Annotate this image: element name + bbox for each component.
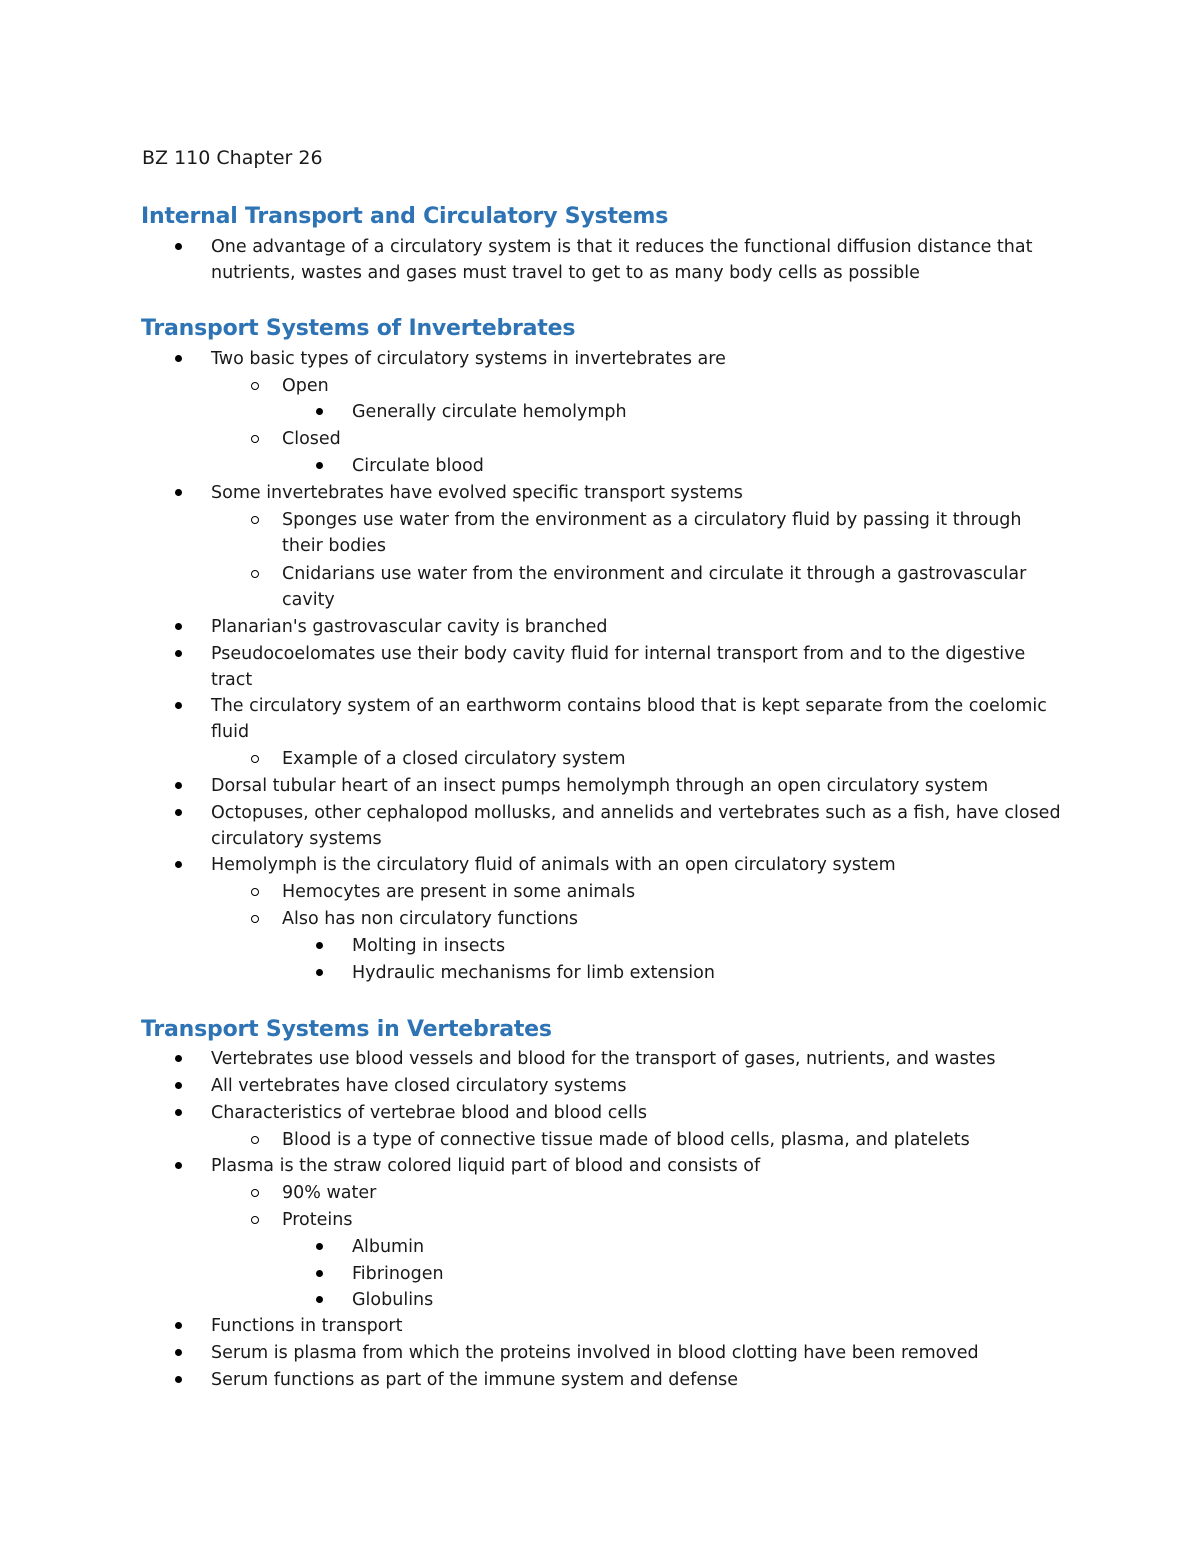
list-item: Some invertebrates have evolved specific transport systems: [211, 483, 743, 503]
bullet-icon: [175, 1048, 182, 1062]
bullet-icon: [175, 1315, 182, 1329]
list-item-continuation: tract: [211, 670, 253, 690]
circle-bullet-icon: [251, 881, 259, 896]
list-item: Molting in insects: [352, 936, 506, 956]
list-item: Hemolymph is the circulatory fluid of animals with an open circulatory system: [211, 855, 896, 875]
list-item: Octopuses, other cephalopod mollusks, and annelids and vertebrates such as a fish, have closed: [211, 803, 1061, 823]
list-item: Dorsal tubular heart of an insect pumps hemolymph through an open circulatory system: [211, 776, 989, 796]
circle-bullet-icon: [251, 375, 259, 390]
bullet-icon: [175, 1369, 182, 1383]
list-item: Pseudocoelomates use their body cavity fluid for internal transport from and to the digestive: [211, 644, 1026, 664]
list-item: 90% water: [282, 1183, 377, 1203]
list-item-continuation: their bodies: [282, 536, 387, 556]
list-item: Two basic types of circulatory systems in invertebrates are: [211, 349, 726, 369]
list-item: The circulatory system of an earthworm contains blood that is kept separate from the coelomic: [211, 696, 1047, 716]
list-item: Hemocytes are present in some animals: [282, 882, 636, 902]
list-item: Serum is plasma from which the proteins involved in blood clotting have been removed: [211, 1343, 979, 1363]
list-item: Planarian's gastrovascular cavity is branched: [211, 617, 608, 637]
list-item: Open: [282, 376, 329, 396]
bullet-icon: [175, 1155, 182, 1169]
list-item: Globulins: [352, 1290, 434, 1310]
list-item: Functions in transport: [211, 1316, 403, 1336]
bullet-icon: [175, 1102, 182, 1116]
bullet-icon: [175, 1075, 182, 1089]
bullet-icon: [175, 802, 182, 816]
list-item: Closed: [282, 429, 341, 449]
circle-bullet-icon: [251, 1182, 259, 1197]
circle-bullet-icon: [251, 1129, 259, 1144]
list-item-continuation: nutrients, wastes and gases must travel to get to as many body cells as possible: [211, 263, 920, 283]
section-heading-invertebrates: Transport Systems of Invertebrates: [141, 316, 576, 341]
list-item: One advantage of a circulatory system is that it reduces the functional diffusion distance that: [211, 237, 1033, 257]
list-item: All vertebrates have closed circulatory systems: [211, 1076, 627, 1096]
list-item: Fibrinogen: [352, 1264, 444, 1284]
list-item: Blood is a type of connective tissue made of blood cells, plasma, and platelets: [282, 1130, 970, 1150]
bullet-icon: [175, 775, 182, 789]
bullet-icon: [316, 962, 323, 976]
circle-bullet-icon: [251, 748, 259, 763]
bullet-icon: [175, 348, 182, 362]
bullet-icon: [175, 616, 182, 630]
bullet-icon: [316, 1289, 323, 1303]
circle-bullet-icon: [251, 563, 259, 578]
list-item: Hydraulic mechanisms for limb extension: [352, 963, 715, 983]
bullet-icon: [175, 1342, 182, 1356]
bullet-icon: [175, 482, 182, 496]
bullet-icon: [316, 401, 323, 415]
list-item: Vertebrates use blood vessels and blood for the transport of gases, nutrients, and wastes: [211, 1049, 996, 1069]
circle-bullet-icon: [251, 1209, 259, 1224]
list-item: Serum functions as part of the immune system and defense: [211, 1370, 739, 1390]
section-heading-vertebrates: Transport Systems in Vertebrates: [141, 1017, 552, 1042]
list-item: Albumin: [352, 1237, 425, 1257]
bullet-icon: [175, 854, 182, 868]
list-item: Also has non circulatory functions: [282, 909, 579, 929]
list-item: Proteins: [282, 1210, 353, 1230]
list-item-continuation: fluid: [211, 722, 250, 742]
section-heading-internal-transport: Internal Transport and Circulatory Systems: [141, 204, 669, 229]
list-item: Circulate blood: [352, 456, 484, 476]
bullet-icon: [316, 1236, 323, 1250]
bullet-icon: [316, 1263, 323, 1277]
list-item-continuation: circulatory systems: [211, 829, 382, 849]
list-item: Example of a closed circulatory system: [282, 749, 626, 769]
list-item-continuation: cavity: [282, 590, 335, 610]
bullet-icon: [316, 935, 323, 949]
document-title: BZ 110 Chapter 26: [142, 147, 323, 169]
list-item: Generally circulate hemolymph: [352, 402, 627, 422]
list-item: Cnidarians use water from the environment and circulate it through a gastrovascular: [282, 564, 1027, 584]
circle-bullet-icon: [251, 908, 259, 923]
circle-bullet-icon: [251, 509, 259, 524]
list-item: Sponges use water from the environment as a circulatory fluid by passing it through: [282, 510, 1022, 530]
list-item: Plasma is the straw colored liquid part of blood and consists of: [211, 1156, 761, 1176]
bullet-icon: [175, 695, 182, 709]
list-item: Characteristics of vertebrae blood and blood cells: [211, 1103, 647, 1123]
circle-bullet-icon: [251, 428, 259, 443]
bullet-icon: [316, 455, 323, 469]
bullet-icon: [175, 236, 182, 250]
bullet-icon: [175, 643, 182, 657]
